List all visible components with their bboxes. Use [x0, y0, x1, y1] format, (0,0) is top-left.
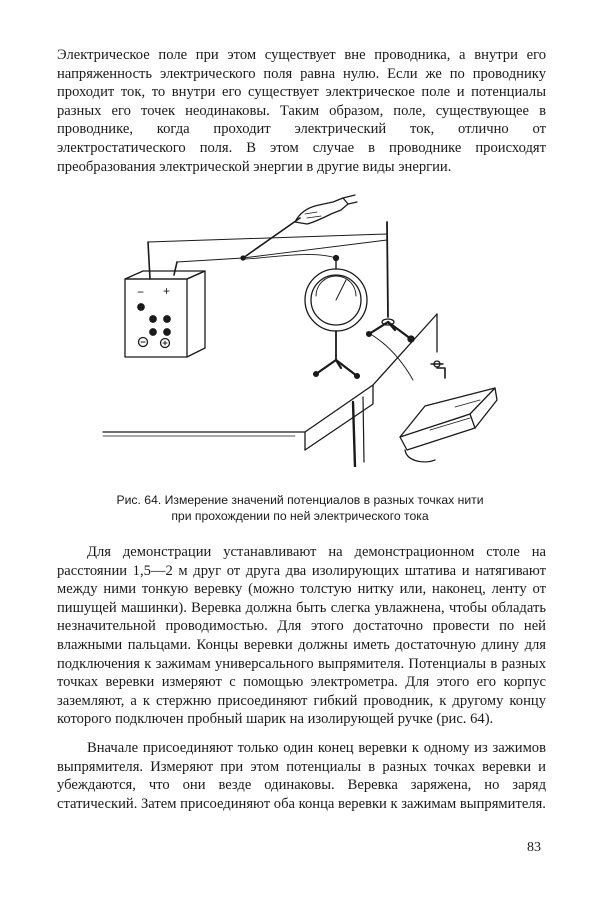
caption-line-1: Рис. 64. Измерение значений потенциалов в разных точках нити [116, 493, 484, 507]
hand-with-probe [241, 195, 357, 260]
sink [400, 361, 497, 462]
rectifier-minus-label: − [137, 285, 145, 299]
apparatus-illustration [95, 192, 505, 467]
figure-64 [95, 192, 505, 467]
string-line [148, 234, 387, 262]
demonstration-table [103, 314, 437, 467]
electrometer [305, 256, 367, 379]
rectifier-plus-label: + [163, 284, 171, 298]
insulating-stand [367, 222, 414, 342]
paragraph-demonstration: Для демонстрации устанавливают на демонстрационном столе на расстоянии 1,5—2 м друг от друга два изолирующих штатива и натягивают между ними тонкую веревку (можно толстую нитку или, наконец, ленту от пишущей машинки). Веревка должна быть слегка увлажнена, чтобы обладать незначительной проводимостью. Для этого достаточно провести по ней влажными пальцами. Концы веревки должны иметь достаточную длину для подключения к зажимам универсального выпрямителя. Потенциалы в разных точках веревки измеряют с помощью электрометра. Для этого его корпус заземляют, а к стержню присоединяют гибкий проводник, к другому концу которого подключен пробный шарик на изолирующей ручке (рис. 64). [57, 544, 546, 728]
caption-line-2: при прохождении по ней электрического тока [171, 508, 429, 523]
rectifier-box [125, 242, 205, 357]
paragraph-intro: Электрическое поле при этом существует вне проводника, а внутри его напряженность электрического поля равна нулю. Если же по проводнику проходит ток, то внутри его существует электрическое поле и потенциалы разных его точек неодинаковы. Таким образом, поле, существующее в проводнике, когда проходит электрический ток, отлично от электростатического поля. В этом случае в проводнике происходят преобразования электрической энергии в другие виды энергии. [57, 47, 546, 175]
paragraph-procedure: Вначале присоединяют только один конец веревки к одному из зажимов выпрямителя. Измеряют при этом потенциалы в разных точках веревки и убеждаются, что они везде одинаковы. Веревка заряжена, но заряд статический. Затем присоединяют оба конца веревки к зажимам выпрямителя. [57, 740, 546, 812]
ground-wire [367, 332, 413, 380]
page-number: 83 [527, 840, 541, 855]
figure-caption [60, 493, 540, 524]
probe-wire [245, 254, 336, 259]
